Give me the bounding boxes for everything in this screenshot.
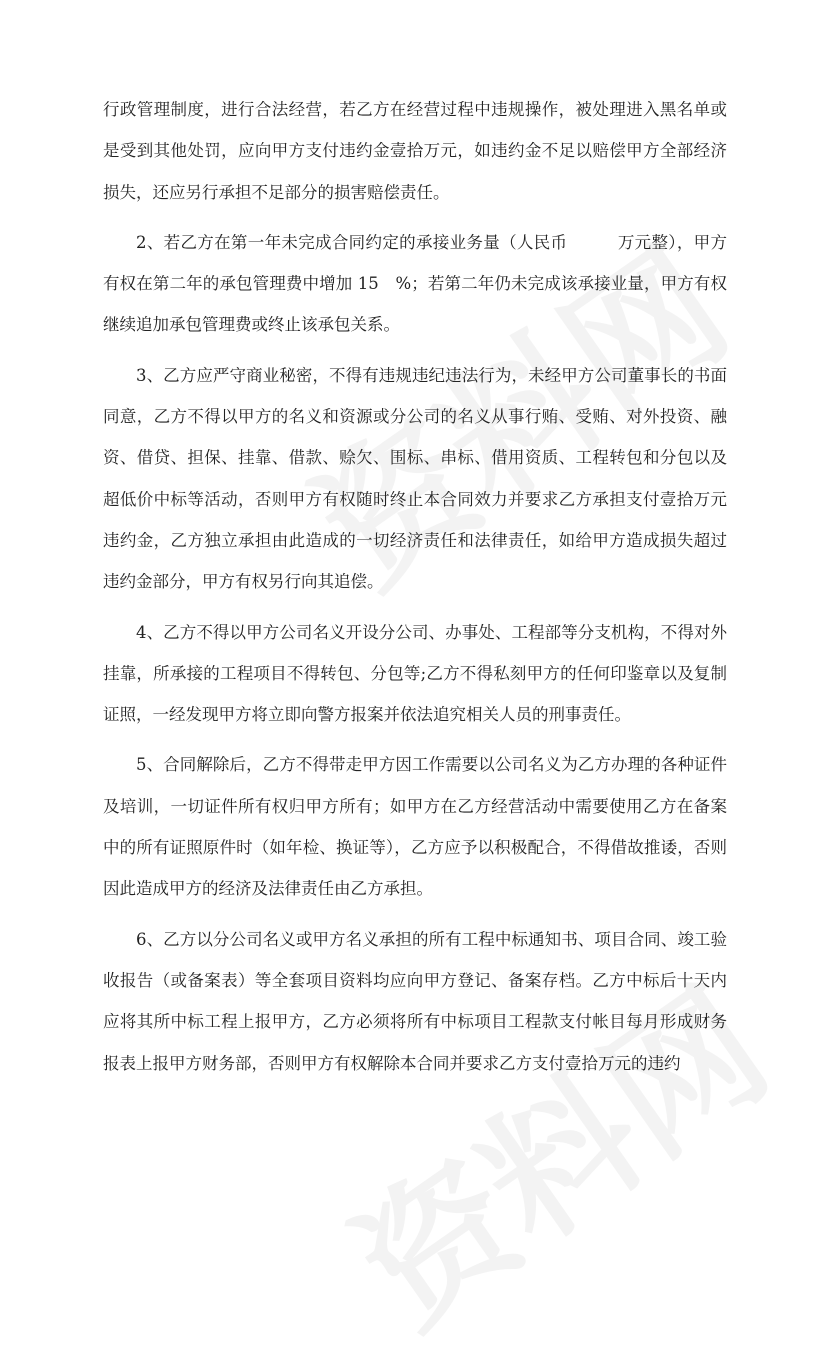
paragraph-clause-2: 2、若乙方在第一年未完成合同约定的承接业务量（人民币 万元整），甲方有权在第二年的承包管理费中增加 15 %；若第二年仍未完成该承接业量，甲方有权继续追加承包管理费或终止该承包关系。 [103,232,727,335]
document-body [103,89,727,1093]
paragraph-clause-4: 4、乙方不得以甲方公司名义开设分公司、办事处、工程部等分支机构，不得对外挂靠，所承接的工程项目不得转包、分包等;乙方不得私刻甲方的任何印鉴章以及复制证照，一经发现甲方将立即向警方报案并依法追究相关人员的刑事责任。 [103,622,727,725]
paragraph-clause-3: 3、乙方应严守商业秘密，不得有违规违纪违法行为，未经甲方公司董事长的书面同意，乙方不得以甲方的名义和资源或分公司的名义从事行贿、受贿、对外投资、融资、借贷、担保、挂靠、借款、赊欠、围标、串标、借用资质、工程转包和分包以及超低价中标等活动，否则甲方有权随时终止本合同效力并要求乙方承担支付壹拾万元违约金，乙方独立承担由此造成的一切经济责任和法律责任，如给甲方造成损失超过违约金部分，甲方有权另行向其追偿。 [103,365,727,592]
paragraph-clause-6: 6、乙方以分公司名义或甲方名义承担的所有工程中标通知书、项目合同、竣工验收报告（或备案表）等全套项目资料均应向甲方登记、备案存档。乙方中标后十天内应将其所中标工程上报甲方，乙方必须将所有中标项目工程款支付帐目每月形成财务报表上报甲方财务部，否则甲方有权解除本合同并要求乙方支付壹拾万元的违约 [103,929,727,1073]
paragraph-clause-5: 5、合同解除后，乙方不得带走甲方因工作需要以公司名义为乙方办理的各种证件及培训，一切证件所有权归甲方所有；如甲方在乙方经营活动中需要使用乙方在备案中的所有证照原件时（如年检、换证等），乙方应予以积极配合，不得借故推诿，否则因此造成甲方的经济及法律责任由乙方承担。 [103,755,727,899]
paragraph-continuation: 行政管理制度，进行合法经营，若乙方在经营过程中违规操作，被处理进入黑名单或是受到其他处罚，应向甲方支付违约金壹拾万元，如违约金不足以赔偿甲方全部经济损失，还应另行承担不足部分的损害赔偿责任。 [103,100,727,202]
